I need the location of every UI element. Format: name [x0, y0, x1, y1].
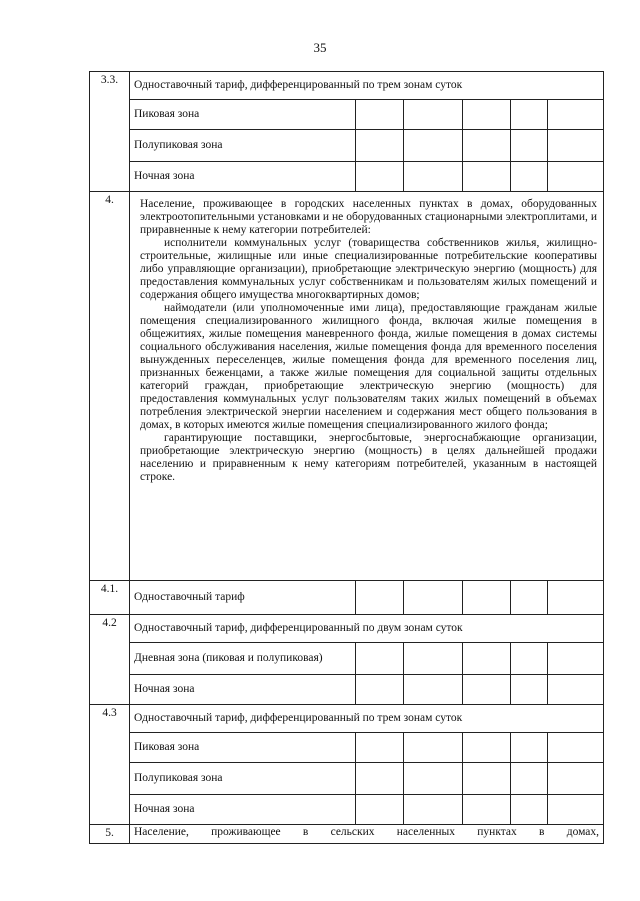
- value-cell: [511, 733, 548, 763]
- row-title: Одноставочный тариф, дифференцированный по трем зонам суток: [130, 72, 604, 100]
- table-row: [90, 733, 604, 763]
- row-number: 4.1.: [90, 581, 130, 615]
- value-cell: [404, 100, 463, 130]
- value-cell: [463, 733, 511, 763]
- table-row: [90, 643, 604, 675]
- value-cell: [463, 581, 511, 615]
- value-cell: [463, 162, 511, 192]
- value-cell: [356, 162, 404, 192]
- value-cell: [404, 643, 463, 675]
- page-number: 35: [313, 40, 327, 55]
- value-cell: [511, 130, 548, 162]
- paragraph: наймодатели (или уполномоченные ими лица), предоставляющие гражданам жилые помещения специализированного жилищного фонда, включая жилые помещения в общежитиях, жилые помещения маневренного фонда, жилые помещения в домах системы социального обслуживания населения, жилые помещения фонда для временного поселения вынужденных переселенцев, жилые помещения фонда для временного поселения лиц, признанных беженцами, а также жилые помещения для социальной защиты отдельных категорий граждан, приобретающие электрическую энергию (мощность) для предоставления коммунальных услуг пользователям таких жилых помещений в объемах потребления электрической энергии населением и содержания мест общего пользования в домах, в которых имеются жилые помещения специализированного жилого фонда;: [140, 302, 598, 431]
- value-cell: [404, 763, 463, 795]
- zone-label: Ночная зона: [130, 675, 356, 705]
- row-number: 4.2: [90, 615, 130, 705]
- value-cell: [463, 675, 511, 705]
- table-row: [90, 72, 604, 100]
- paragraph: исполнители коммунальных услуг (товарищества собственников жилья, жилищно-строительные, жилищные или иные специализированные потребительские кооперативы либо управляющие организации), приобретающие электрическую энергию (мощность) для предоставления коммунальных услуг собственникам и пользователям жилых помещений и содержания общего имущества многоквартирных домов;: [140, 237, 598, 301]
- value-cell: [463, 763, 511, 795]
- value-cell: [404, 795, 463, 825]
- value-cell: [356, 130, 404, 162]
- value-cell: [463, 100, 511, 130]
- value-cell: [548, 795, 604, 825]
- table-row: [90, 192, 604, 581]
- value-cell: [356, 581, 404, 615]
- table-row: [90, 675, 604, 705]
- value-cell: [511, 100, 548, 130]
- value-cell: [548, 733, 604, 763]
- value-cell: [548, 130, 604, 162]
- row-title: Одноставочный тариф: [130, 581, 356, 615]
- zone-label: Полупиковая зона: [130, 130, 356, 162]
- category-description: Население, проживающее в сельских населенных пунктах в домах,: [130, 825, 604, 844]
- value-cell: [463, 643, 511, 675]
- value-cell: [511, 581, 548, 615]
- row-title: Одноставочный тариф, дифференцированный по трем зонам суток: [130, 705, 604, 733]
- value-cell: [548, 581, 604, 615]
- value-cell: [511, 643, 548, 675]
- value-cell: [356, 763, 404, 795]
- value-cell: [356, 795, 404, 825]
- table-row: [90, 130, 604, 162]
- value-cell: [463, 795, 511, 825]
- zone-label: Полупиковая зона: [130, 763, 356, 795]
- value-cell: [356, 675, 404, 705]
- category-description: [130, 192, 604, 581]
- table-row: [90, 825, 604, 844]
- value-cell: [548, 100, 604, 130]
- zone-label: Пиковая зона: [130, 100, 356, 130]
- value-cell: [511, 795, 548, 825]
- value-cell: [548, 675, 604, 705]
- value-cell: [511, 763, 548, 795]
- zone-label: Пиковая зона: [130, 733, 356, 763]
- zone-label: Ночная зона: [130, 795, 356, 825]
- value-cell: [404, 733, 463, 763]
- value-cell: [404, 162, 463, 192]
- row-title: Одноставочный тариф, дифференцированный по двум зонам суток: [130, 615, 604, 643]
- row-number: 3.3.: [90, 72, 130, 192]
- zone-label: Ночная зона: [130, 162, 356, 192]
- table-row: [90, 100, 604, 130]
- zone-label: Дневная зона (пиковая и полупиковая): [130, 643, 356, 675]
- row-number: 4.: [90, 192, 130, 581]
- paragraph: гарантирующие поставщики, энергосбытовые, энергоснабжающие организации, приобретающие электрическую энергию (мощность) в целях дальнейшей продажи населению и приравненным к нему категориям потребителей, указанным в настоящей строке.: [140, 432, 598, 483]
- value-cell: [511, 162, 548, 192]
- value-cell: [356, 643, 404, 675]
- value-cell: [548, 763, 604, 795]
- row-number: 4.3: [90, 705, 130, 825]
- table-row: [90, 615, 604, 643]
- table-row: [90, 581, 604, 615]
- value-cell: [511, 675, 548, 705]
- value-cell: [548, 643, 604, 675]
- value-cell: [356, 100, 404, 130]
- value-cell: [404, 675, 463, 705]
- paragraph: Население, проживающее в городских населенных пунктах в домах, оборудованных электроотопительными установками и не оборудованных стационарными электроплитами, и приравненные к нему категории потребителей:: [140, 198, 598, 236]
- value-cell: [548, 162, 604, 192]
- value-cell: [404, 581, 463, 615]
- row-number: 5.: [90, 825, 130, 844]
- value-cell: [356, 733, 404, 763]
- table-row: [90, 705, 604, 733]
- tariff-table: [89, 71, 604, 844]
- table-row: [90, 763, 604, 795]
- table-row: [90, 795, 604, 825]
- value-cell: [463, 130, 511, 162]
- value-cell: [404, 130, 463, 162]
- table-row: [90, 162, 604, 192]
